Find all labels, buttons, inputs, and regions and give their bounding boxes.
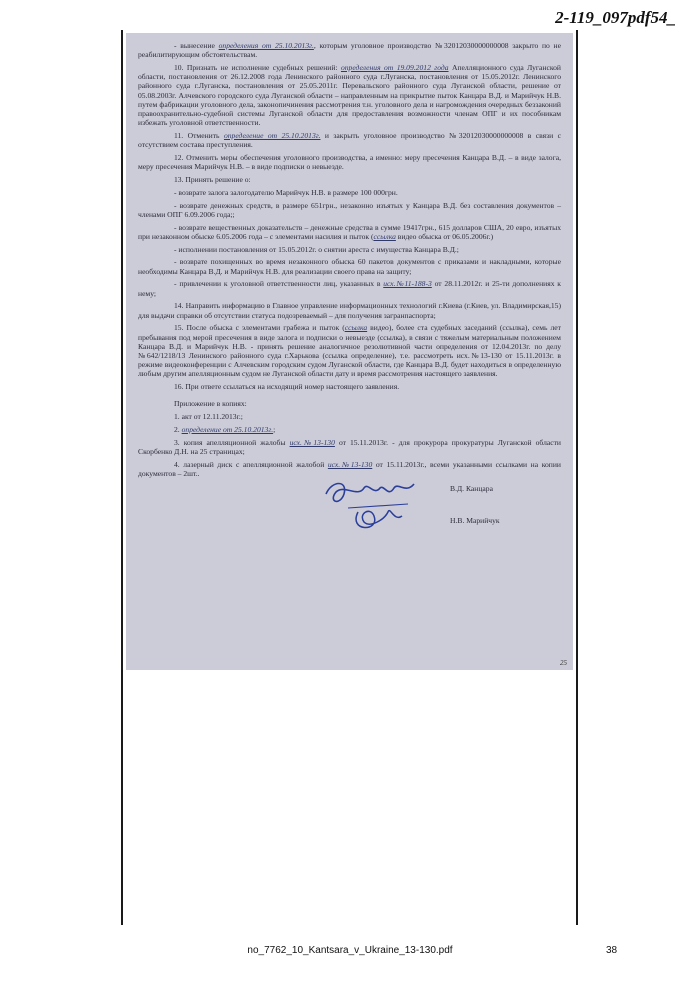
paragraph-text: Апелляционного суда Луганской области, постановления от 26.12.2008 года Ленинского районного суда г.Луганска, постановления от 15.05.2012г. Ленинского районного суда г.Луганска, постановления от 25.05.2011г. Перевальского районного суда Луганской области, решение от 05.08.2003г. Алчевского городского суда Луганской области – направленным на прикрытие пыток Канцара В.Д. и Марийчук Н.В. путем фабрикации уголовного дела, законопичинения рассмотрения т.н. уголовного дела и нагромождения очередных беззаконий правоохранительно-судебной системы Луганской области для предоставления возможности членам ОПГ и их пособникам избежать уголовной ответственности. (138, 63, 561, 128)
paragraph (138, 41, 561, 59)
paragraph-text: 12. Отменить меры обеспечения уголовного производства, а именно: меру пресечения Канцара В.Д. – в виде залога, меру пресечения Марийчук Н.В. – в виде подписки о невыезде. (138, 153, 561, 172)
paragraph-text: - привлечении к уголовной ответственности лиц, указанных в (174, 279, 384, 289)
paragraph-text: - вынесение (174, 41, 219, 50)
footer-filename: no_7762_10_Kantsara_v_Ukraine_13-130.pdf (247, 945, 453, 956)
scanned-text-body (126, 33, 573, 532)
document-link[interactable]: ссылка (344, 323, 368, 333)
paragraph-text: 15. После обыска с элементами грабежа и пыток ( (174, 323, 345, 333)
document-link[interactable]: ссылка (373, 231, 396, 241)
paragraph-text: от 28.11.2012г. и 25-ти дополнениях к нему; (138, 279, 561, 298)
paragraph (138, 257, 561, 275)
paragraph-text: - возврате денежных средств, в размере 651грн., незаконно изъятых у Канцара В.Д. без составления документов – членами ОПГ 6.09.2006 года;; (138, 200, 561, 219)
paragraph-text: , которым уголовное производство №32012030000000008 закрыто по не реабилитирующим обстоятельствам. (138, 41, 561, 60)
attachment-item-text: 1. акт от 12.11.2013г.; (174, 412, 243, 422)
attachment-item-text: от 15.11.2013г., всеми указанными ссылками на копии документов – 2шт.. (138, 459, 561, 479)
paragraph-text: видео обыска от 06.05.2006г.) (395, 231, 494, 241)
paragraph-text: - возврате похищенных во время незаконного обыска 60 пакетов документов с приказами и накладными, которые необходимы Канцара В.Д. и Марийчук Н.В. для реализации своего права на защиту; (138, 257, 561, 276)
page-border-right (576, 30, 578, 925)
attachments-title: Приложение в копиях: (174, 399, 247, 409)
scanned-document-image (126, 33, 573, 670)
paragraph-text: 13. Принять решение о: (174, 175, 251, 185)
document-link[interactable]: определения от 19.09.2012 года (340, 63, 449, 72)
document-link[interactable]: исх.№13-130 (289, 437, 335, 447)
document-link[interactable]: определение от 25.10.2013г. (181, 425, 274, 435)
attachment-item-text: 4. лазерный диск с апелляционной жалобой (174, 459, 328, 469)
paragraph-list (138, 41, 561, 391)
document-link[interactable]: определение от 25.10.2013г. (223, 131, 321, 141)
paragraph-text: - возврате залога залогодателю Марийчук Н.В. в размере 100 000грн. (174, 187, 398, 197)
handwritten-page-mark: 25 (560, 659, 567, 667)
paragraph (138, 382, 561, 391)
paragraph-text: 10. Признать не исполнение судебных решений: (174, 63, 341, 72)
paragraph-text: 16. При ответе ссылаться на исходящий номер настоящего заявления. (174, 382, 400, 392)
attachment-list (138, 412, 561, 478)
paragraph (138, 323, 561, 378)
paragraph-text: 11. Отменить (174, 131, 224, 141)
paragraph (138, 153, 561, 171)
paragraph (138, 245, 561, 254)
paragraph-text: - возврате вещественных доказательств – денежные средства в сумме 19417грн., 615 долларов США, 20 евро, изъятых при незаконном обыске 6.05.2006 года – с элементами насилия и пыток ( (138, 222, 561, 241)
paragraph-text: и закрыть уголовное производство №32012030000000008 в связи с отсутствием состава преступления. (138, 131, 561, 150)
signature-block (138, 482, 561, 532)
document-link[interactable]: исх.№11-188-3 (383, 279, 432, 289)
handwritten-signature (318, 476, 428, 534)
paragraph (138, 131, 561, 149)
paragraph (138, 301, 561, 319)
attachment-item (138, 412, 561, 421)
paragraph-text: видео), более ста судебных заседаний (ссылка), семь лет пребывания под мерой пресечения в виде залога и подписки о невыезде (ссылка), в связи с тяжелым материальным положением Канцара В.Д. и Марийчук Н.В. - принять решение аналогичное резолютивной части определения от 12.04.2013г. по делу №642/1218/13 Ленинского районного суда г.Харькова (ссылка определение), т.е. рассмотреть исх.№13-130 от 15.11.2013г. в режиме видеоконференции с Алчевским городским судом Луганской области, где Канцара В.Д. будет находиться в определенную любым другим апелляционным судом не Луганской области дату и время рассмотрения настоящего заявления. (138, 323, 561, 379)
paragraph-text: - исполнении постановления от 15.05.2012г. о снятии ареста с имущества Канцара В.Д.; (174, 244, 459, 254)
attachment-item (138, 425, 561, 434)
document-link[interactable]: исх.№13-130 (327, 459, 373, 469)
signatory-name-1: В.Д. Канцара (450, 484, 493, 494)
paragraph (138, 201, 561, 219)
paragraph (138, 63, 561, 127)
paragraph (138, 279, 561, 297)
paragraph-text: 14. Направить информацию в Главное управление информационных технологий г.Киева (г.Киев, ул. Владимирская,15) для выдачи справки об отсутствии статуса подозреваемый – для получения загранпаспорта; (138, 301, 561, 320)
attachment-item-text: ; (273, 425, 276, 435)
paragraph (138, 223, 561, 241)
document-reference-tag: 2-119_097pdf54_ (555, 8, 676, 27)
signatory-name-2: Н.В. Марийчук (450, 516, 500, 526)
attachment-item (138, 438, 561, 456)
attachment-item-text: от 15.11.2013г. - для прокурора прокуратуры Луганской области Скорбенко Д.Н. на 25 страницах; (138, 437, 561, 457)
paragraph (138, 188, 561, 197)
document-link[interactable]: определения от 25.10.2013г. (218, 41, 314, 50)
page-border-left (121, 30, 123, 925)
attachment-item-text: 3. копия апелляционной жалобы (174, 437, 290, 447)
attachment-item-text: 2. (174, 425, 182, 435)
paragraph (138, 175, 561, 184)
footer-page-number: 38 (606, 945, 618, 956)
